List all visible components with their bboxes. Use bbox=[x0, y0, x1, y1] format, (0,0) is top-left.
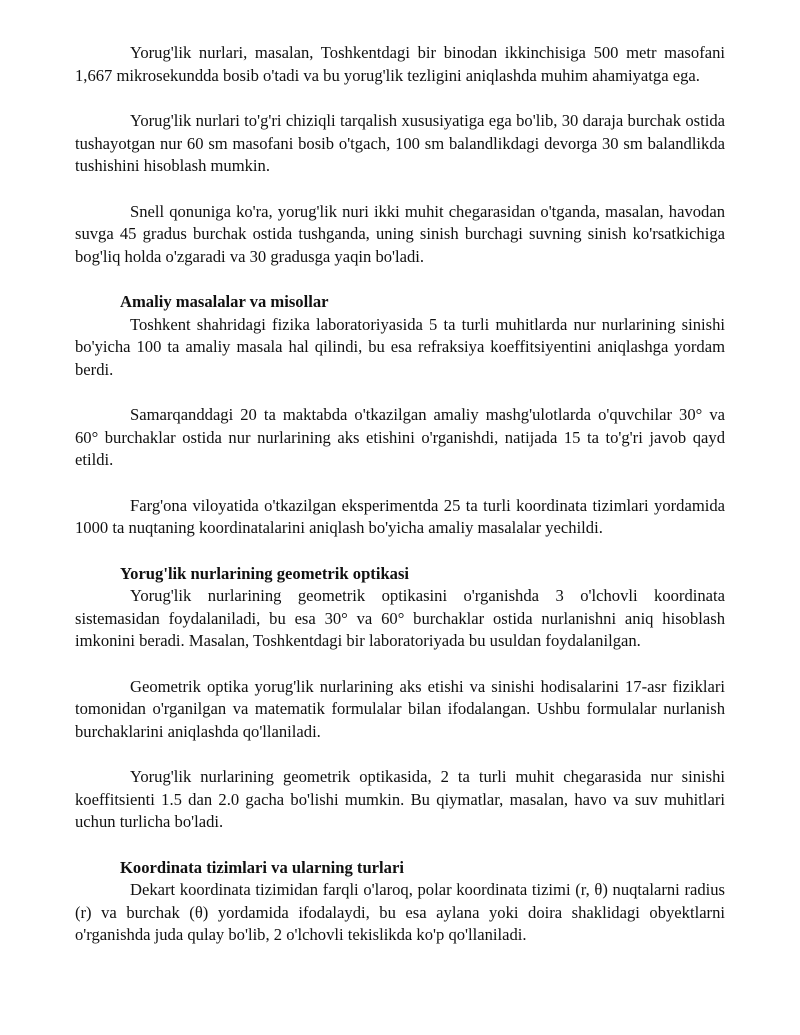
paragraph-spacer bbox=[75, 653, 725, 676]
paragraph: Yorug'lik nurlari to'g'ri chiziqli tarqalish xususiyatiga ega bo'lib, 30 daraja burchak ostida tushayotgan nur 60 sm masofani bosib o'tgach, 100 sm balandlikdagi devorga 30 sm balandlikda tushishini hisoblash mumkin. bbox=[75, 111, 725, 175]
paragraph-spacer bbox=[75, 540, 725, 563]
section-heading: Koordinata tizimlari va ularning turlari bbox=[120, 857, 404, 877]
paragraph: Samarqanddagi 20 ta maktabda o'tkazilgan amaliy mashg'ulotlarda o'quvchilar 30° va 60° burchaklar ostida nur nurlarining aks etishini o'rganishdi, natijada 15 ta to'g'ri javob qayd etildi. bbox=[75, 405, 725, 469]
paragraph: Yorug'lik nurlarining geometrik optikasini o'rganishda 3 o'lchovli koordinata sistemasidan foydalaniladi, bu esa 30° va 60° burchaklar ostida nurlanishni aniq hisoblash imkonini beradi. Masalan, Toshkentdagi bir laboratoriyada bu usuldan foydalanilgan. bbox=[75, 586, 725, 650]
paragraph: Dekart koordinata tizimidan farqli o'laroq, polar koordinata tizimi (r, θ) nuqtalarni radius (r) va burchak (θ) yordamida ifodalaydi, bu esa aylana yoki doira shaklidagi obyektlarni o'rganishda juda qulay bo'lib, 2 o'lchovli tekislikda ko'p qo'llaniladi. bbox=[75, 880, 725, 944]
paragraph-spacer bbox=[75, 178, 725, 201]
paragraph: Yorug'lik nurlarining geometrik optikasida, 2 ta turli muhit chegarasida nur sinishi koeffitsienti 1.5 dan 2.0 gacha bo'lishi mumkin. Bu qiymatlar, masalan, havo va suv muhitlari uchun turlicha bo'ladi. bbox=[75, 767, 725, 831]
section-heading: Yorug'lik nurlarining geometrik optikasi bbox=[120, 563, 410, 583]
section-heading: Amaliy masalalar va misollar bbox=[120, 292, 329, 311]
paragraph: Toshkent shahridagi fizika laboratoriyasida 5 ta turli muhitlarda nur nurlarining sinishi bo'yicha 100 ta amaliy masala hal qilindi, bu esa refraksiya koeffitsiyentini aniqlashga yordam berdi. bbox=[75, 314, 725, 379]
paragraph-spacer bbox=[75, 87, 725, 110]
paragraph: Snell qonuniga ko'ra, yorug'lik nuri ikki muhit chegarasidan o'tganda, masalan, havodan suvga 45 gradus burchak ostida tushganda, uning sinish burchagi suvning sinish ko'rsatkichiga bog'liq holda o'zgaradi va 30 gradusga yaqin bo'ladi. bbox=[75, 201, 725, 266]
paragraph-spacer bbox=[75, 268, 725, 291]
paragraph: Geometrik optika yorug'lik nurlarining aks etishi va sinishi hodisalarini 17-asr fiziklari tomonidan o'rganilgan va matematik formulalar bilan ifodalangan. Ushbu formulalar nurlanish burchaklarini aniqlashda qo'llaniladi. bbox=[75, 676, 725, 741]
paragraph: Yorug'lik nurlari, masalan, Toshkentdagi bir binodan ikkinchisiga 500 metr masofani 1,667 mikrosekundda bosib o'tadi va bu yorug'lik tezligini aniqlashda muhim ahamiyatga ega. bbox=[75, 43, 725, 85]
paragraph-spacer bbox=[75, 381, 725, 404]
paragraph: Farg'ona viloyatida o'tkazilgan eksperimentda 25 ta turli koordinata tizimlari yordamida 1000 ta nuqtaning koordinatalarini aniqlash bo'yicha amaliy masalalar yechildi. bbox=[75, 495, 725, 537]
paragraph-spacer bbox=[75, 472, 725, 495]
document-body bbox=[75, 42, 725, 947]
paragraph-spacer bbox=[75, 743, 725, 766]
paragraph-spacer bbox=[75, 834, 725, 857]
